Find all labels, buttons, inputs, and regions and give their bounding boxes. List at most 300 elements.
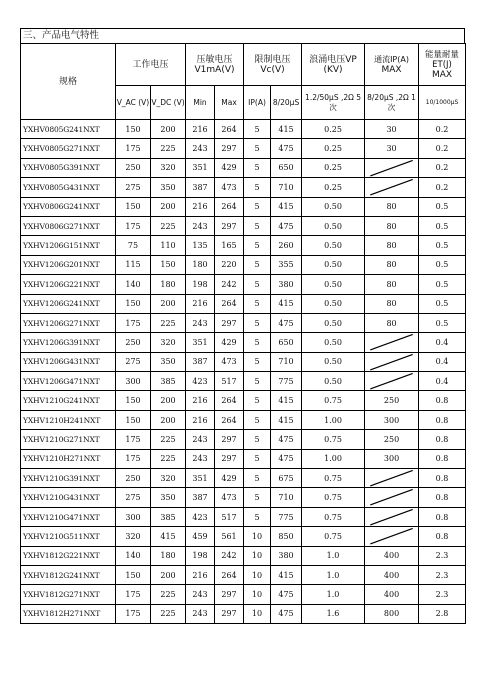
vac-cell: 175 — [116, 604, 151, 623]
vdc-cell: 150 — [151, 255, 186, 274]
ip-cell: 5 — [244, 391, 271, 410]
vac-cell: 150 — [116, 120, 151, 139]
min-header: Min — [186, 86, 215, 120]
surge-current-cell: 250 — [365, 391, 419, 410]
vdc-cell: 350 — [151, 352, 186, 371]
varistor-max-cell: 264 — [215, 410, 244, 429]
table-row — [21, 120, 466, 139]
diagonal-slash-icon — [365, 178, 418, 196]
diagonal-slash-icon — [365, 333, 418, 351]
clamp-voltage-cell: 710 — [271, 352, 302, 371]
ip-cell: 5 — [244, 372, 271, 391]
model-cell: YXHV1206G201NXT — [21, 255, 116, 274]
clamp-voltage-cell: 415 — [271, 391, 302, 410]
surge-current-max: MAX — [381, 64, 402, 75]
not-applicable-cell — [365, 469, 419, 488]
diagonal-slash-icon — [365, 508, 418, 526]
table-row — [21, 139, 466, 158]
varistor-max-cell: 561 — [215, 527, 244, 546]
varistor-max-cell: 264 — [215, 197, 244, 216]
clamp-voltage-cell: 775 — [271, 372, 302, 391]
energy-cell: 0.4 — [419, 352, 466, 371]
varistor-voltage-unit: V1mA(V) — [194, 64, 235, 75]
vdc-cell: 180 — [151, 546, 186, 565]
varistor-max-cell: 242 — [215, 546, 244, 565]
table-row — [21, 216, 466, 235]
surge-voltage-cell: 0.50 — [302, 313, 365, 332]
surge-voltage-cell: 1.0 — [302, 565, 365, 584]
model-cell: YXHV1206G271NXT — [21, 313, 116, 332]
vac-cell: 275 — [116, 178, 151, 197]
surge-current-cell: 250 — [365, 430, 419, 449]
vac-cell: 175 — [116, 313, 151, 332]
vdc-cell: 415 — [151, 527, 186, 546]
vdc-cell: 200 — [151, 197, 186, 216]
surge-voltage-cell: 0.50 — [302, 216, 365, 235]
varistor-max-cell: 242 — [215, 275, 244, 294]
ip-cell: 5 — [244, 488, 271, 507]
ip-cell: 5 — [244, 216, 271, 235]
surge-voltage-cell: 1.00 — [302, 449, 365, 468]
vdc-cell: 385 — [151, 372, 186, 391]
model-cell: YXHV1210H241NXT — [21, 410, 116, 429]
table-row — [21, 275, 466, 294]
clamp-voltage-cell: 415 — [271, 197, 302, 216]
varistor-min-cell: 243 — [186, 216, 215, 235]
clamp-voltage-cell: 415 — [271, 120, 302, 139]
varistor-min-cell: 216 — [186, 120, 215, 139]
clamp-voltage-header — [244, 44, 302, 86]
not-applicable-cell — [365, 158, 419, 177]
model-cell: YXHV1812G271NXT — [21, 585, 116, 604]
varistor-voltage-label: 压敏电压 — [196, 54, 233, 65]
clamp-voltage-unit: Vc(V) — [260, 64, 285, 75]
varistor-min-cell: 198 — [186, 546, 215, 565]
varistor-min-cell: 351 — [186, 158, 215, 177]
varistor-max-cell: 297 — [215, 313, 244, 332]
varistor-min-cell: 243 — [186, 313, 215, 332]
energy-cell: 0.8 — [419, 488, 466, 507]
spec-table-body — [21, 120, 466, 624]
surge-current-cell: 300 — [365, 449, 419, 468]
surge-voltage-label: 浪涌电压VP — [309, 54, 357, 65]
surge-current-cell: 300 — [365, 410, 419, 429]
vdc-cell: 225 — [151, 430, 186, 449]
section-title: 三、产品电气特性 — [20, 28, 465, 43]
varistor-max-cell: 264 — [215, 565, 244, 584]
varistor-max-cell: 297 — [215, 585, 244, 604]
table-row — [21, 469, 466, 488]
ip-cell: 5 — [244, 178, 271, 197]
surge-voltage-cell: 0.50 — [302, 294, 365, 313]
energy-cell: 2.3 — [419, 585, 466, 604]
surge-voltage-cell: 1.0 — [302, 546, 365, 565]
varistor-min-cell: 135 — [186, 236, 215, 255]
clamp-voltage-cell: 415 — [271, 410, 302, 429]
diagonal-slash-icon — [365, 527, 418, 545]
table-row — [21, 158, 466, 177]
clamp-voltage-cell: 710 — [271, 488, 302, 507]
vac-cell: 300 — [116, 507, 151, 526]
varistor-max-cell: 517 — [215, 372, 244, 391]
model-cell: YXHV1206G241NXT — [21, 294, 116, 313]
table-row — [21, 294, 466, 313]
ip-cell: 5 — [244, 469, 271, 488]
electrical-characteristics-sheet — [20, 28, 465, 624]
ip-header: IP(A) — [244, 86, 271, 120]
varistor-max-cell: 473 — [215, 488, 244, 507]
clamp-voltage-cell: 415 — [271, 565, 302, 584]
vdc-cell: 110 — [151, 236, 186, 255]
varistor-max-cell: 297 — [215, 604, 244, 623]
model-cell: YXHV0806G271NXT — [21, 216, 116, 235]
ip-cell: 5 — [244, 449, 271, 468]
ip-cell: 5 — [244, 158, 271, 177]
table-row — [21, 449, 466, 468]
clamp-voltage-cell: 475 — [271, 449, 302, 468]
vdc-cell: 225 — [151, 449, 186, 468]
max-header: Max — [215, 86, 244, 120]
vdc-cell: 200 — [151, 565, 186, 584]
diagonal-slash-icon — [365, 469, 418, 487]
ip-cell: 5 — [244, 430, 271, 449]
energy-condition-header: 10/1000μS — [419, 86, 466, 120]
table-row — [21, 604, 466, 623]
surge-current-header — [365, 44, 419, 86]
clamp-voltage-cell: 475 — [271, 430, 302, 449]
model-cell: YXHV0805G391NXT — [21, 158, 116, 177]
surge-voltage-cell: 0.50 — [302, 197, 365, 216]
not-applicable-cell — [365, 372, 419, 391]
vac-cell: 175 — [116, 449, 151, 468]
energy-cell: 0.5 — [419, 236, 466, 255]
energy-cell: 0.8 — [419, 391, 466, 410]
energy-cell: 2.3 — [419, 546, 466, 565]
energy-cell: 0.2 — [419, 178, 466, 197]
spec-header: 规格 — [21, 44, 116, 120]
varistor-max-cell: 264 — [215, 120, 244, 139]
vac-cell: 140 — [116, 275, 151, 294]
surge-voltage-cell: 0.25 — [302, 158, 365, 177]
energy-cell: 0.5 — [419, 313, 466, 332]
energy-cell: 0.8 — [419, 469, 466, 488]
not-applicable-cell — [365, 527, 419, 546]
table-row — [21, 565, 466, 584]
model-cell: YXHV1812G221NXT — [21, 546, 116, 565]
vac-cell: 275 — [116, 352, 151, 371]
energy-cell: 0.8 — [419, 507, 466, 526]
vdc-cell: 225 — [151, 604, 186, 623]
vdc-cell: 320 — [151, 333, 186, 352]
varistor-max-cell: 517 — [215, 507, 244, 526]
ip-cell: 10 — [244, 585, 271, 604]
varistor-max-cell: 264 — [215, 391, 244, 410]
ip-cell: 5 — [244, 333, 271, 352]
vdc-cell: 225 — [151, 216, 186, 235]
diagonal-slash-icon — [365, 353, 418, 371]
varistor-min-cell: 387 — [186, 178, 215, 197]
clamp-voltage-cell: 475 — [271, 604, 302, 623]
surge-voltage-cell: 0.25 — [302, 139, 365, 158]
vac-cell: 175 — [116, 585, 151, 604]
varistor-max-cell: 297 — [215, 449, 244, 468]
clamp-voltage-cell: 775 — [271, 507, 302, 526]
not-applicable-cell — [365, 507, 419, 526]
vdc-cell: 350 — [151, 178, 186, 197]
varistor-min-cell: 387 — [186, 352, 215, 371]
varistor-min-cell: 216 — [186, 391, 215, 410]
surge-current-cell: 400 — [365, 565, 419, 584]
vac-cell: 150 — [116, 410, 151, 429]
vac-cell: 175 — [116, 430, 151, 449]
varistor-max-cell: 473 — [215, 352, 244, 371]
varistor-min-cell: 198 — [186, 275, 215, 294]
table-row — [21, 585, 466, 604]
table-row — [21, 410, 466, 429]
varistor-min-cell: 351 — [186, 333, 215, 352]
energy-cell: 2.3 — [419, 565, 466, 584]
surge-current-cell: 80 — [365, 236, 419, 255]
not-applicable-cell — [365, 352, 419, 371]
surge-voltage-cell: 0.75 — [302, 430, 365, 449]
energy-cell: 0.5 — [419, 275, 466, 294]
diagonal-slash-icon — [365, 159, 418, 177]
vac-cell: 140 — [116, 546, 151, 565]
energy-cell: 0.2 — [419, 120, 466, 139]
model-cell: YXHV1206G151NXT — [21, 236, 116, 255]
table-row — [21, 488, 466, 507]
model-cell: YXHV1812H271NXT — [21, 604, 116, 623]
surge-current-cell: 80 — [365, 216, 419, 235]
table-row — [21, 313, 466, 332]
table-row — [21, 236, 466, 255]
surge-current-cell: 800 — [365, 604, 419, 623]
surge-voltage-cell: 0.75 — [302, 488, 365, 507]
clamp-voltage-cell: 475 — [271, 139, 302, 158]
vac-cell: 300 — [116, 372, 151, 391]
model-cell: YXHV1206G221NXT — [21, 275, 116, 294]
clamp-voltage-cell: 850 — [271, 527, 302, 546]
varistor-min-cell: 216 — [186, 294, 215, 313]
surge-voltage-cell: 0.75 — [302, 507, 365, 526]
energy-cell: 0.8 — [419, 449, 466, 468]
varistor-min-cell: 243 — [186, 139, 215, 158]
vdc-cell: 350 — [151, 488, 186, 507]
varistor-min-cell: 351 — [186, 469, 215, 488]
varistor-voltage-header — [186, 44, 244, 86]
vdc-header: V_DC (V) — [151, 86, 186, 120]
surge-voltage-cell: 1.6 — [302, 604, 365, 623]
energy-cell: 0.5 — [419, 255, 466, 274]
surge-voltage-cell: 0.75 — [302, 469, 365, 488]
surge-voltage-cell: 0.25 — [302, 120, 365, 139]
surge-voltage-cell: 0.50 — [302, 333, 365, 352]
surge-voltage-unit: (KV) — [323, 64, 343, 75]
ip-cell: 5 — [244, 275, 271, 294]
table-row — [21, 430, 466, 449]
clamp-voltage-cell: 475 — [271, 585, 302, 604]
surge-voltage-cell: 0.25 — [302, 178, 365, 197]
ip-cell: 5 — [244, 313, 271, 332]
varistor-min-cell: 423 — [186, 372, 215, 391]
surge-current-cell: 80 — [365, 313, 419, 332]
table-row — [21, 372, 466, 391]
ip-cell: 5 — [244, 139, 271, 158]
surge-current-cell: 30 — [365, 120, 419, 139]
model-cell: YXHV1210G431NXT — [21, 488, 116, 507]
table-row — [21, 352, 466, 371]
vdc-cell: 225 — [151, 585, 186, 604]
model-cell: YXHV1206G391NXT — [21, 333, 116, 352]
varistor-min-cell: 387 — [186, 488, 215, 507]
working-voltage-header: 工作电压 — [116, 44, 186, 86]
varistor-min-cell: 243 — [186, 604, 215, 623]
diagonal-slash-icon — [365, 488, 418, 506]
varistor-max-cell: 297 — [215, 430, 244, 449]
clamp-voltage-cell: 475 — [271, 313, 302, 332]
surge-current-cell: 400 — [365, 546, 419, 565]
energy-cell: 2.8 — [419, 604, 466, 623]
surge-current-cell: 30 — [365, 139, 419, 158]
vac-header: V_AC (V) — [116, 86, 151, 120]
model-cell: YXHV1210G471NXT — [21, 507, 116, 526]
model-cell: YXHV0805G241NXT — [21, 120, 116, 139]
vdc-cell: 200 — [151, 294, 186, 313]
varistor-min-cell: 216 — [186, 410, 215, 429]
clamp-voltage-cell: 415 — [271, 294, 302, 313]
surge-current-cell: 400 — [365, 585, 419, 604]
table-row — [21, 178, 466, 197]
clamp-voltage-cell: 380 — [271, 275, 302, 294]
surge-current-cell: 80 — [365, 294, 419, 313]
not-applicable-cell — [365, 333, 419, 352]
vdc-cell: 200 — [151, 391, 186, 410]
model-cell: YXHV0805G271NXT — [21, 139, 116, 158]
surge-voltage-cell: 1.0 — [302, 585, 365, 604]
varistor-max-cell: 165 — [215, 236, 244, 255]
surge-voltage-cell: 0.50 — [302, 352, 365, 371]
table-row — [21, 546, 466, 565]
vac-cell: 150 — [116, 565, 151, 584]
model-cell: YXHV1210H271NXT — [21, 449, 116, 468]
ip-cell: 10 — [244, 546, 271, 565]
table-row — [21, 255, 466, 274]
varistor-max-cell: 429 — [215, 158, 244, 177]
ip-cell: 5 — [244, 197, 271, 216]
model-cell: YXHV0806G241NXT — [21, 197, 116, 216]
vac-cell: 250 — [116, 158, 151, 177]
energy-cell: 0.5 — [419, 216, 466, 235]
surge-current-condition-header: 8/20μS ,2Ω 1次 — [365, 86, 419, 120]
vdc-cell: 385 — [151, 507, 186, 526]
energy-header — [419, 44, 466, 86]
varistor-min-cell: 180 — [186, 255, 215, 274]
energy-label: 能量耐量ET(J) — [425, 49, 460, 70]
varistor-max-cell: 473 — [215, 178, 244, 197]
vdc-cell: 225 — [151, 313, 186, 332]
ip-cell: 5 — [244, 294, 271, 313]
vac-cell: 115 — [116, 255, 151, 274]
energy-cell: 0.5 — [419, 197, 466, 216]
table-row — [21, 507, 466, 526]
table-row — [21, 333, 466, 352]
energy-cell: 0.2 — [419, 139, 466, 158]
surge-voltage-cell: 0.75 — [302, 391, 365, 410]
energy-cell: 0.2 — [419, 158, 466, 177]
energy-cell: 0.8 — [419, 410, 466, 429]
clamp-voltage-cell: 355 — [271, 255, 302, 274]
surge-current-cell: 80 — [365, 275, 419, 294]
varistor-min-cell: 459 — [186, 527, 215, 546]
vdc-cell: 320 — [151, 469, 186, 488]
surge-condition-header: 1.2/50μS ,2Ω 5次 — [302, 86, 365, 120]
varistor-max-cell: 429 — [215, 333, 244, 352]
clamp-voltage-cell: 475 — [271, 216, 302, 235]
model-cell: YXHV1206G471NXT — [21, 372, 116, 391]
clamp-voltage-cell: 710 — [271, 178, 302, 197]
model-cell: YXHV1210G271NXT — [21, 430, 116, 449]
energy-cell: 0.4 — [419, 333, 466, 352]
ip-cell: 10 — [244, 565, 271, 584]
model-cell: YXHV1206G431NXT — [21, 352, 116, 371]
varistor-min-cell: 423 — [186, 507, 215, 526]
energy-cell: 0.4 — [419, 372, 466, 391]
ip-cell: 10 — [244, 604, 271, 623]
model-cell: YXHV1210G241NXT — [21, 391, 116, 410]
energy-cell: 0.8 — [419, 430, 466, 449]
vac-cell: 75 — [116, 236, 151, 255]
not-applicable-cell — [365, 488, 419, 507]
varistor-max-cell: 297 — [215, 139, 244, 158]
table-row — [21, 197, 466, 216]
waveform-header: 8/20μS — [271, 86, 302, 120]
vac-cell: 250 — [116, 469, 151, 488]
vac-cell: 150 — [116, 197, 151, 216]
vac-cell: 175 — [116, 216, 151, 235]
clamp-voltage-cell: 675 — [271, 469, 302, 488]
varistor-min-cell: 243 — [186, 430, 215, 449]
clamp-voltage-label: 限制电压 — [254, 54, 291, 65]
ip-cell: 5 — [244, 410, 271, 429]
surge-current-cell: 80 — [365, 197, 419, 216]
surge-current-cell: 80 — [365, 255, 419, 274]
vac-cell: 250 — [116, 333, 151, 352]
vac-cell: 150 — [116, 391, 151, 410]
varistor-max-cell: 220 — [215, 255, 244, 274]
ip-cell: 10 — [244, 527, 271, 546]
varistor-min-cell: 243 — [186, 449, 215, 468]
varistor-min-cell: 216 — [186, 197, 215, 216]
clamp-voltage-cell: 650 — [271, 158, 302, 177]
model-cell: YXHV1210G511NXT — [21, 527, 116, 546]
energy-max: MAX — [431, 69, 453, 80]
varistor-max-cell: 264 — [215, 294, 244, 313]
surge-voltage-cell: 0.50 — [302, 275, 365, 294]
varistor-min-cell: 243 — [186, 585, 215, 604]
surge-voltage-cell: 0.50 — [302, 236, 365, 255]
vac-cell: 175 — [116, 139, 151, 158]
surge-voltage-cell: 0.50 — [302, 372, 365, 391]
vdc-cell: 180 — [151, 275, 186, 294]
vdc-cell: 200 — [151, 410, 186, 429]
ip-cell: 5 — [244, 236, 271, 255]
surge-voltage-cell: 1.00 — [302, 410, 365, 429]
vdc-cell: 320 — [151, 158, 186, 177]
clamp-voltage-cell: 260 — [271, 236, 302, 255]
diagonal-slash-icon — [365, 372, 418, 390]
vdc-cell: 225 — [151, 139, 186, 158]
table-row — [21, 527, 466, 546]
